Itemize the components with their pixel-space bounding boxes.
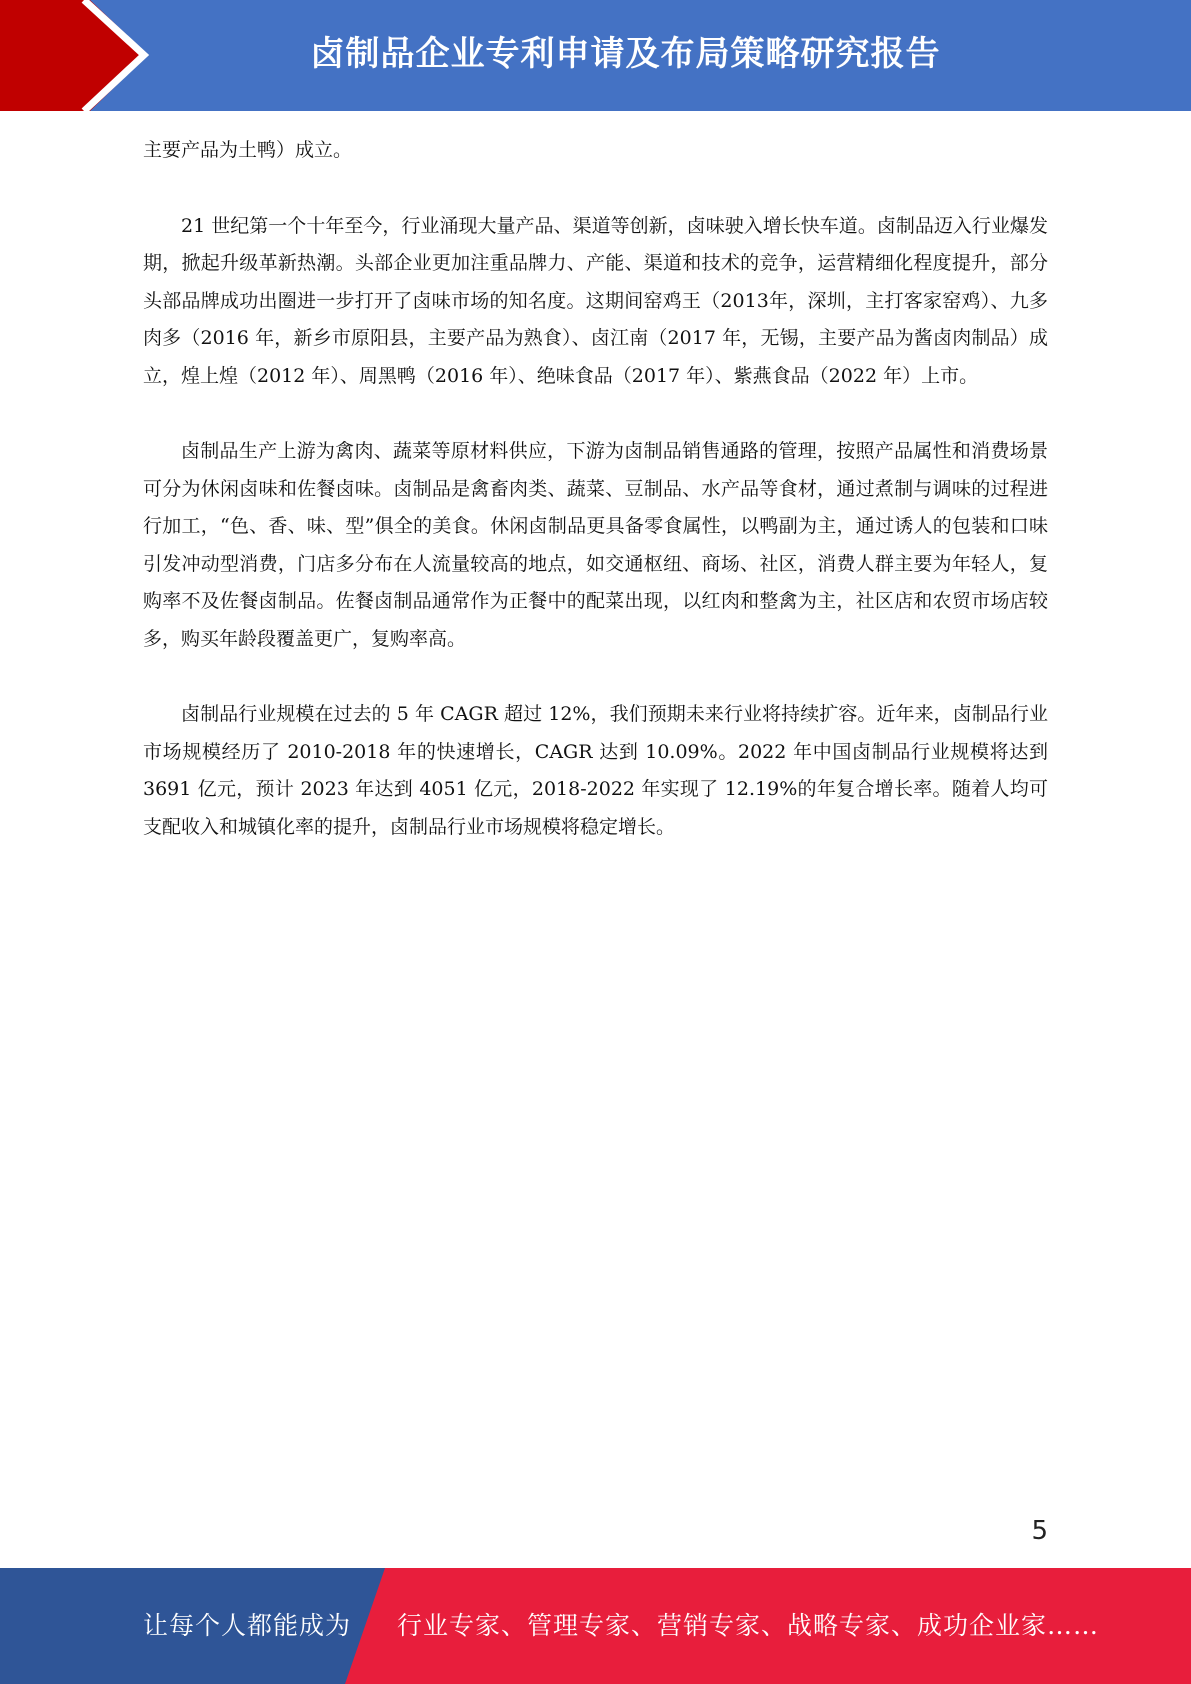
page-header <box>0 0 1191 111</box>
page-footer <box>0 1568 1191 1684</box>
report-body <box>143 132 1048 884</box>
header-arrow-decoration <box>0 0 160 111</box>
footer-slogan-left: 让每个人都能成为 <box>143 1611 352 1640</box>
header-red-chevron <box>0 0 148 111</box>
paragraph-industry-growth: 21 世纪第一个十年至今，行业涌现大量产品、渠道等创新，卤味驶入增长快车道。卤制品迈入行业爆发期，掀起升级革新热潮。头部企业更加注重品牌力、产能、渠道和技术的竞争，运营精细化程度提升，部分头部品牌成功出圈进一步打开了卤味市场的知名度。这期间窑鸡王（2013年，深圳，主打客家窑鸡）、九多肉多（2016 年，新乡市原阳县，主要产品为熟食）、卤江南（2017 年，无锡，主要产品为酱卤肉制品）成立，煌上煌（2012 年）、周黑鸭（2016 年）、绝味食品（2017 年）、紫燕食品（2022 年）上市。 <box>143 214 1048 387</box>
report-title: 卤制品企业专利申请及布局策略研究报告 <box>310 34 941 74</box>
paragraph-market-size: 卤制品行业规模在过去的 5 年 CAGR 超过 12%，我们预期未来行业将持续扩容。近年来，卤制品行业市场规模经历了 2010-2018 年的快速增长，CAGR 达到 10.09%。2022 年中国卤制品行业规模将达到 3691 亿元，预计 2023 年达到 4051 亿元，2018-2022 年实现了 12.19%的年复合增长率。随着人均可支配收入和城镇化率的提升，卤制品行业市场规模将稳定增长。 <box>143 703 1048 838</box>
paragraph-continuation: 主要产品为土鸭）成立。 <box>143 139 353 161</box>
footer-slogan-right: 行业专家、管理专家、营销专家、战略专家、成功企业家…… <box>397 1611 1100 1640</box>
paragraph-industry-chain: 卤制品生产上游为禽肉、蔬菜等原材料供应，下游为卤制品销售通路的管理，按照产品属性和消费场景可分为休闲卤味和佐餐卤味。卤制品是禽畜肉类、蔬菜、豆制品、水产品等食材，通过煮制与调味的过程进行加工，“色、香、味、型”俱全的美食。休闲卤制品更具备零食属性，以鸭副为主，通过诱人的包装和口味引发冲动型消费，门店多分布在人流量较高的地点，如交通枢纽、商场、社区，消费人群主要为年轻人，复购率不及佐餐卤制品。佐餐卤制品通常作为正餐中的配菜出现，以红肉和整禽为主，社区店和农贸市场店较多，购买年龄段覆盖更广，复购率高。 <box>143 440 1048 650</box>
page-number: 5 <box>1031 1516 1048 1546</box>
